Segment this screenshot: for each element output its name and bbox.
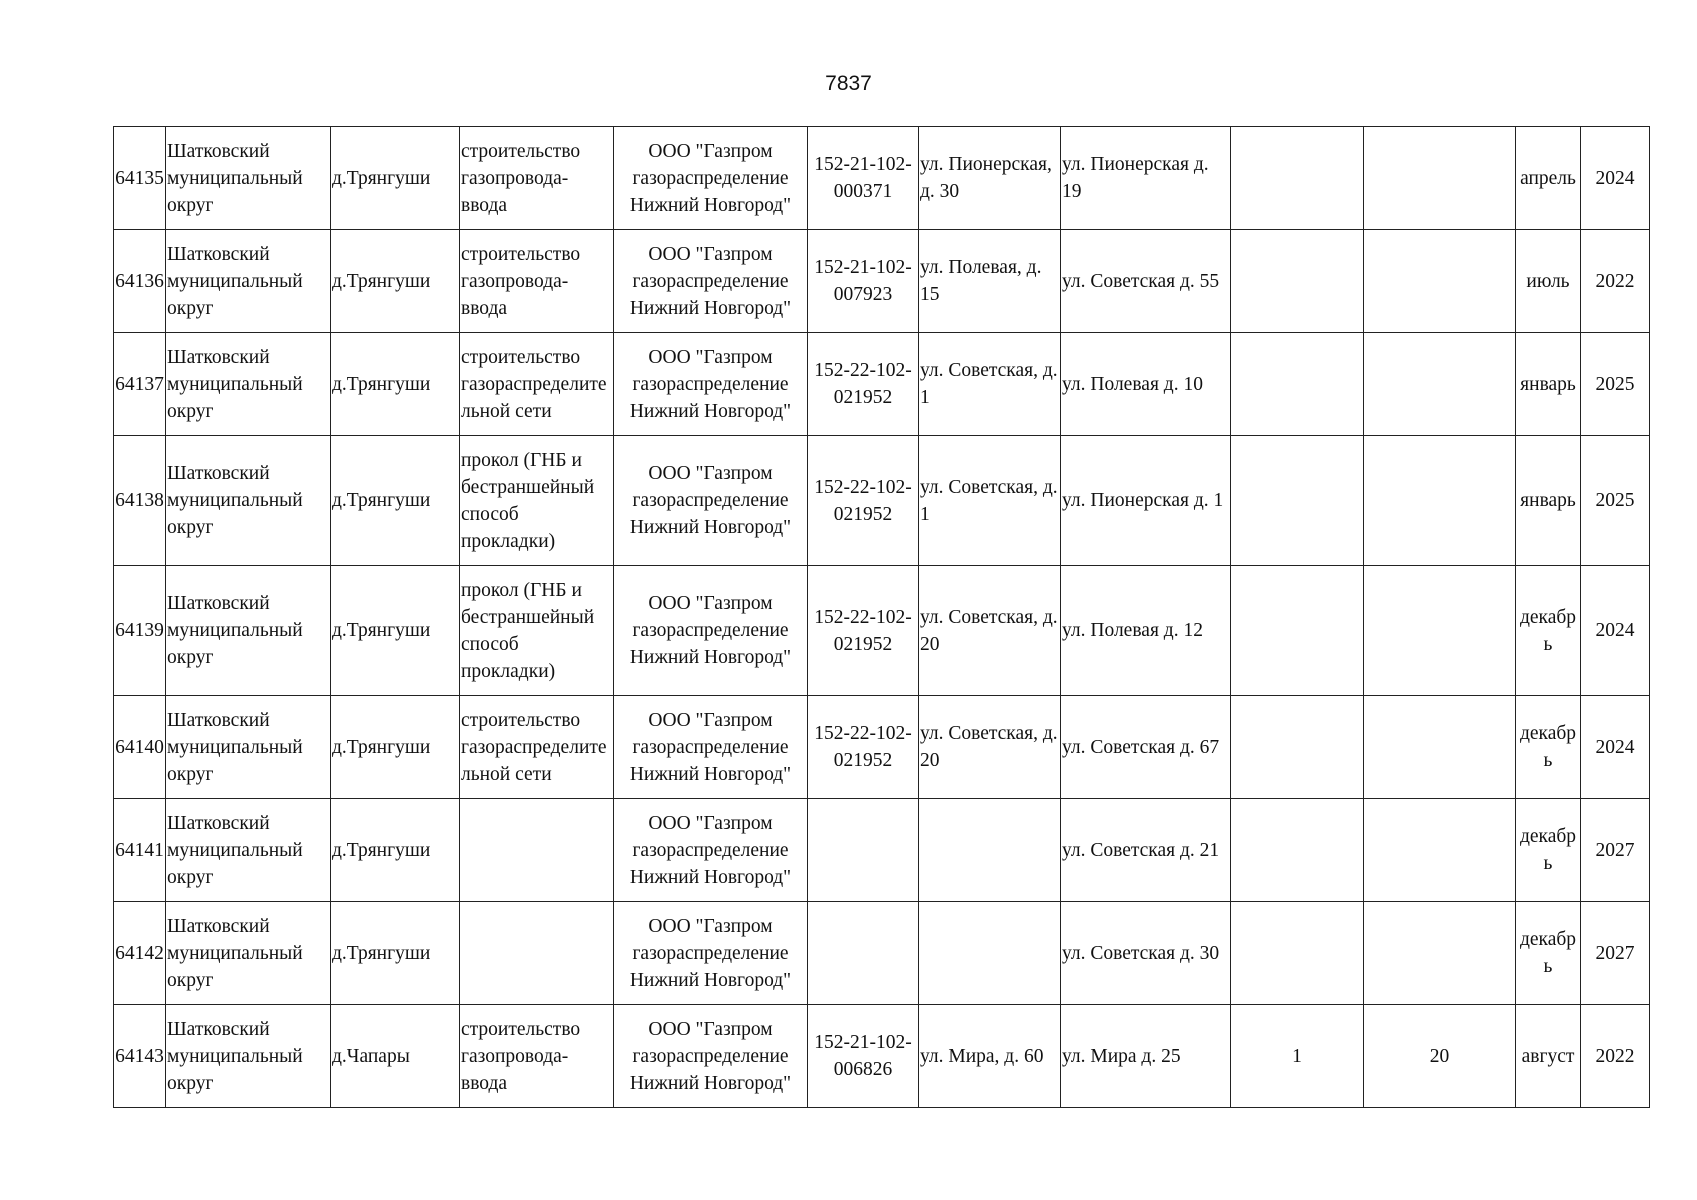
cell-year: 2025 — [1581, 333, 1650, 436]
cell-month: апрель — [1516, 127, 1581, 230]
cell-quantity — [1231, 902, 1364, 1005]
cell-year: 2022 — [1581, 230, 1650, 333]
cell-length — [1364, 696, 1516, 799]
cell-record-number: 64140 — [114, 696, 166, 799]
cell-record-number: 64136 — [114, 230, 166, 333]
cell-object-code: 152-21-102-007923 — [808, 230, 919, 333]
cell-quantity — [1231, 799, 1364, 902]
cell-district: Шатковский муниципальный округ — [166, 1005, 331, 1108]
cell-year: 2027 — [1581, 799, 1650, 902]
cell-district: Шатковский муниципальный округ — [166, 127, 331, 230]
cell-work-type: прокол (ГНБ и бестраншейный способ прокладки) — [460, 436, 614, 566]
cell-length — [1364, 902, 1516, 1005]
cell-month: декабрь — [1516, 799, 1581, 902]
cell-month: декабрь — [1516, 696, 1581, 799]
cell-locality: д.Трянгуши — [331, 127, 460, 230]
cell-object-code: 152-21-102-006826 — [808, 1005, 919, 1108]
cell-length — [1364, 127, 1516, 230]
table-row — [114, 1005, 1650, 1108]
cell-year: 2024 — [1581, 566, 1650, 696]
table-row — [114, 902, 1650, 1005]
cell-start-address: ул. Мира, д. 60 — [919, 1005, 1061, 1108]
cell-quantity — [1231, 127, 1364, 230]
table-row — [114, 799, 1650, 902]
cell-locality: д.Трянгуши — [331, 696, 460, 799]
cell-district: Шатковский муниципальный округ — [166, 230, 331, 333]
cell-start-address: ул. Советская, д. 20 — [919, 566, 1061, 696]
cell-work-type — [460, 902, 614, 1005]
cell-quantity: 1 — [1231, 1005, 1364, 1108]
cell-length — [1364, 436, 1516, 566]
cell-record-number: 64143 — [114, 1005, 166, 1108]
cell-locality: д.Трянгуши — [331, 799, 460, 902]
cell-district: Шатковский муниципальный округ — [166, 566, 331, 696]
cell-work-type: прокол (ГНБ и бестраншейный способ прокладки) — [460, 566, 614, 696]
cell-month: январь — [1516, 333, 1581, 436]
table-row — [114, 230, 1650, 333]
cell-start-address: ул. Пионерская, д. 30 — [919, 127, 1061, 230]
cell-quantity — [1231, 566, 1364, 696]
table-row — [114, 436, 1650, 566]
cell-length — [1364, 230, 1516, 333]
cell-year: 2022 — [1581, 1005, 1650, 1108]
cell-record-number: 64142 — [114, 902, 166, 1005]
cell-district: Шатковский муниципальный округ — [166, 436, 331, 566]
cell-length — [1364, 566, 1516, 696]
cell-locality: д.Трянгуши — [331, 230, 460, 333]
cell-start-address — [919, 902, 1061, 1005]
cell-start-address: ул. Полевая, д. 15 — [919, 230, 1061, 333]
cell-end-address: ул. Советская д. 21 — [1061, 799, 1231, 902]
cell-length — [1364, 333, 1516, 436]
cell-end-address: ул. Полевая д. 10 — [1061, 333, 1231, 436]
cell-locality: д.Трянгуши — [331, 333, 460, 436]
cell-organization: ООО "Газпром газораспределение Нижний Новгород" — [614, 799, 808, 902]
cell-start-address: ул. Советская, д. 1 — [919, 436, 1061, 566]
cell-organization: ООО "Газпром газораспределение Нижний Новгород" — [614, 1005, 808, 1108]
cell-month: январь — [1516, 436, 1581, 566]
cell-record-number: 64139 — [114, 566, 166, 696]
cell-organization: ООО "Газпром газораспределение Нижний Новгород" — [614, 566, 808, 696]
cell-organization: ООО "Газпром газораспределение Нижний Новгород" — [614, 436, 808, 566]
cell-district: Шатковский муниципальный округ — [166, 696, 331, 799]
cell-locality: д.Трянгуши — [331, 902, 460, 1005]
cell-work-type: строительство газораспределительной сети — [460, 333, 614, 436]
cell-record-number: 64141 — [114, 799, 166, 902]
cell-district: Шатковский муниципальный округ — [166, 902, 331, 1005]
cell-year: 2024 — [1581, 696, 1650, 799]
table-row — [114, 566, 1650, 696]
cell-year: 2027 — [1581, 902, 1650, 1005]
cell-object-code: 152-22-102-021952 — [808, 696, 919, 799]
cell-start-address: ул. Советская, д. 20 — [919, 696, 1061, 799]
cell-length: 20 — [1364, 1005, 1516, 1108]
cell-work-type: строительство газораспределительной сети — [460, 696, 614, 799]
cell-end-address: ул. Советская д. 30 — [1061, 902, 1231, 1005]
cell-object-code — [808, 902, 919, 1005]
cell-object-code: 152-22-102-021952 — [808, 436, 919, 566]
cell-organization: ООО "Газпром газораспределение Нижний Новгород" — [614, 230, 808, 333]
cell-start-address — [919, 799, 1061, 902]
cell-object-code: 152-22-102-021952 — [808, 333, 919, 436]
gas-connection-register-table — [113, 126, 1650, 1108]
cell-quantity — [1231, 696, 1364, 799]
page-number: 7837 — [825, 72, 872, 95]
cell-end-address: ул. Советская д. 67 — [1061, 696, 1231, 799]
cell-end-address: ул. Пионерская д. 1 — [1061, 436, 1231, 566]
table-body — [114, 127, 1650, 1108]
cell-organization: ООО "Газпром газораспределение Нижний Новгород" — [614, 333, 808, 436]
cell-organization: ООО "Газпром газораспределение Нижний Новгород" — [614, 696, 808, 799]
cell-quantity — [1231, 436, 1364, 566]
cell-work-type: строительство газопровода-ввода — [460, 127, 614, 230]
table-row — [114, 127, 1650, 230]
cell-organization: ООО "Газпром газораспределение Нижний Новгород" — [614, 127, 808, 230]
cell-month: декабрь — [1516, 566, 1581, 696]
cell-month: декабрь — [1516, 902, 1581, 1005]
cell-month: июль — [1516, 230, 1581, 333]
cell-work-type: строительство газопровода-ввода — [460, 1005, 614, 1108]
cell-start-address: ул. Советская, д. 1 — [919, 333, 1061, 436]
cell-record-number: 64138 — [114, 436, 166, 566]
cell-quantity — [1231, 333, 1364, 436]
cell-district: Шатковский муниципальный округ — [166, 333, 331, 436]
cell-district: Шатковский муниципальный округ — [166, 799, 331, 902]
cell-end-address: ул. Полевая д. 12 — [1061, 566, 1231, 696]
cell-length — [1364, 799, 1516, 902]
cell-organization: ООО "Газпром газораспределение Нижний Новгород" — [614, 902, 808, 1005]
cell-end-address: ул. Пионерская д. 19 — [1061, 127, 1231, 230]
cell-work-type — [460, 799, 614, 902]
cell-object-code: 152-21-102-000371 — [808, 127, 919, 230]
cell-end-address: ул. Мира д. 25 — [1061, 1005, 1231, 1108]
cell-locality: д.Трянгуши — [331, 436, 460, 566]
cell-record-number: 64137 — [114, 333, 166, 436]
cell-year: 2025 — [1581, 436, 1650, 566]
table-row — [114, 333, 1650, 436]
cell-end-address: ул. Советская д. 55 — [1061, 230, 1231, 333]
cell-object-code — [808, 799, 919, 902]
cell-object-code: 152-22-102-021952 — [808, 566, 919, 696]
cell-month: август — [1516, 1005, 1581, 1108]
cell-year: 2024 — [1581, 127, 1650, 230]
table-row — [114, 696, 1650, 799]
cell-quantity — [1231, 230, 1364, 333]
cell-locality: д.Чапары — [331, 1005, 460, 1108]
cell-locality: д.Трянгуши — [331, 566, 460, 696]
cell-record-number: 64135 — [114, 127, 166, 230]
cell-work-type: строительство газопровода-ввода — [460, 230, 614, 333]
